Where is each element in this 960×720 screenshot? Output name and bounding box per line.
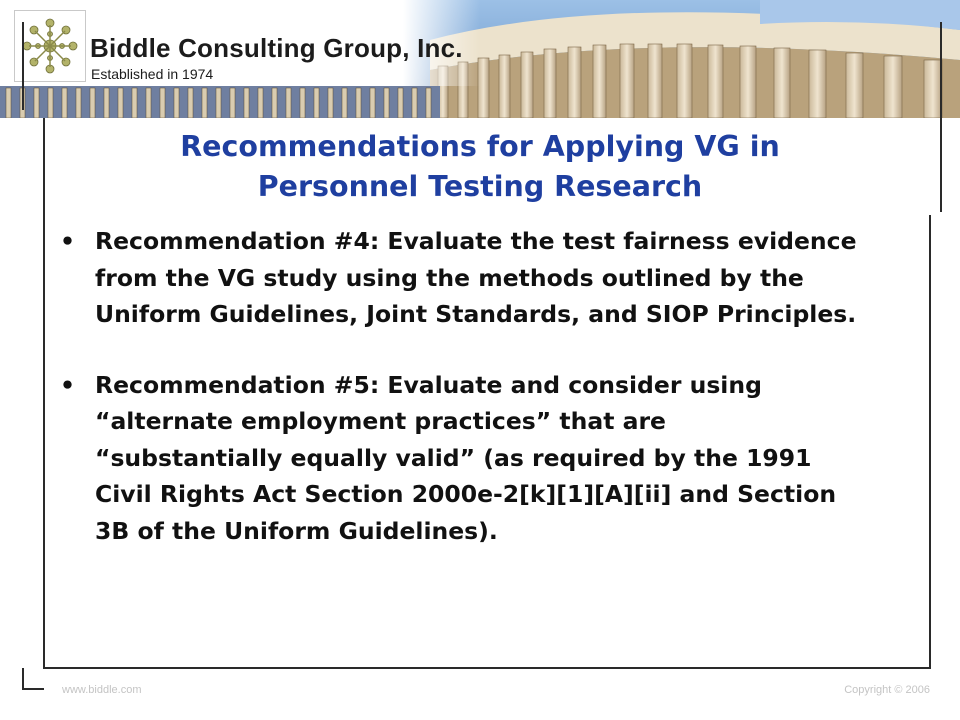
slide-title <box>70 127 890 207</box>
frame-line-footer-left <box>22 688 44 690</box>
slide-title-line-2: Personnel Testing Research <box>257 170 703 203</box>
frame-line-bottom <box>43 667 931 669</box>
frame-line-footer-stub <box>22 668 24 690</box>
frame-line-right <box>929 215 931 669</box>
bullet-recommendation-5 <box>60 367 860 550</box>
company-name: Biddle Consulting Group, Inc. <box>90 33 463 63</box>
footer-copyright: Copyright © 2006 <box>844 684 930 696</box>
bullet-list <box>60 223 860 549</box>
bullet-text: Recommendation #4: Evaluate the test fairness evidence from the VG study using the methods outlined by the Uniform Guidelines, Joint Standards, and SIOP Principles. <box>95 227 857 328</box>
footer-website: www.biddle.com <box>62 684 142 696</box>
frame-line-left-top <box>22 22 24 110</box>
slide-title-line-1: Recommendations for Applying VG in <box>180 130 780 163</box>
bullet-marker: • <box>60 227 76 255</box>
bullet-marker: • <box>60 370 76 399</box>
frame-line-left <box>43 118 45 668</box>
frame-line-right-top <box>940 22 942 212</box>
bullet-text: Recommendation #5: Evaluate and consider using “alternate employment practices” that are “substantially equally valid” (as required by the 1991 Civil Rights Act Section 2000e-2[k][1][A][ii] and Section 3B of the Uniform Guidelines). <box>95 370 837 545</box>
company-tagline: Established in 1974 <box>91 66 214 82</box>
snowflake-logo-icon <box>15 11 85 81</box>
header-banner <box>0 0 960 118</box>
bullet-recommendation-4 <box>60 223 860 333</box>
company-logo <box>14 10 86 82</box>
